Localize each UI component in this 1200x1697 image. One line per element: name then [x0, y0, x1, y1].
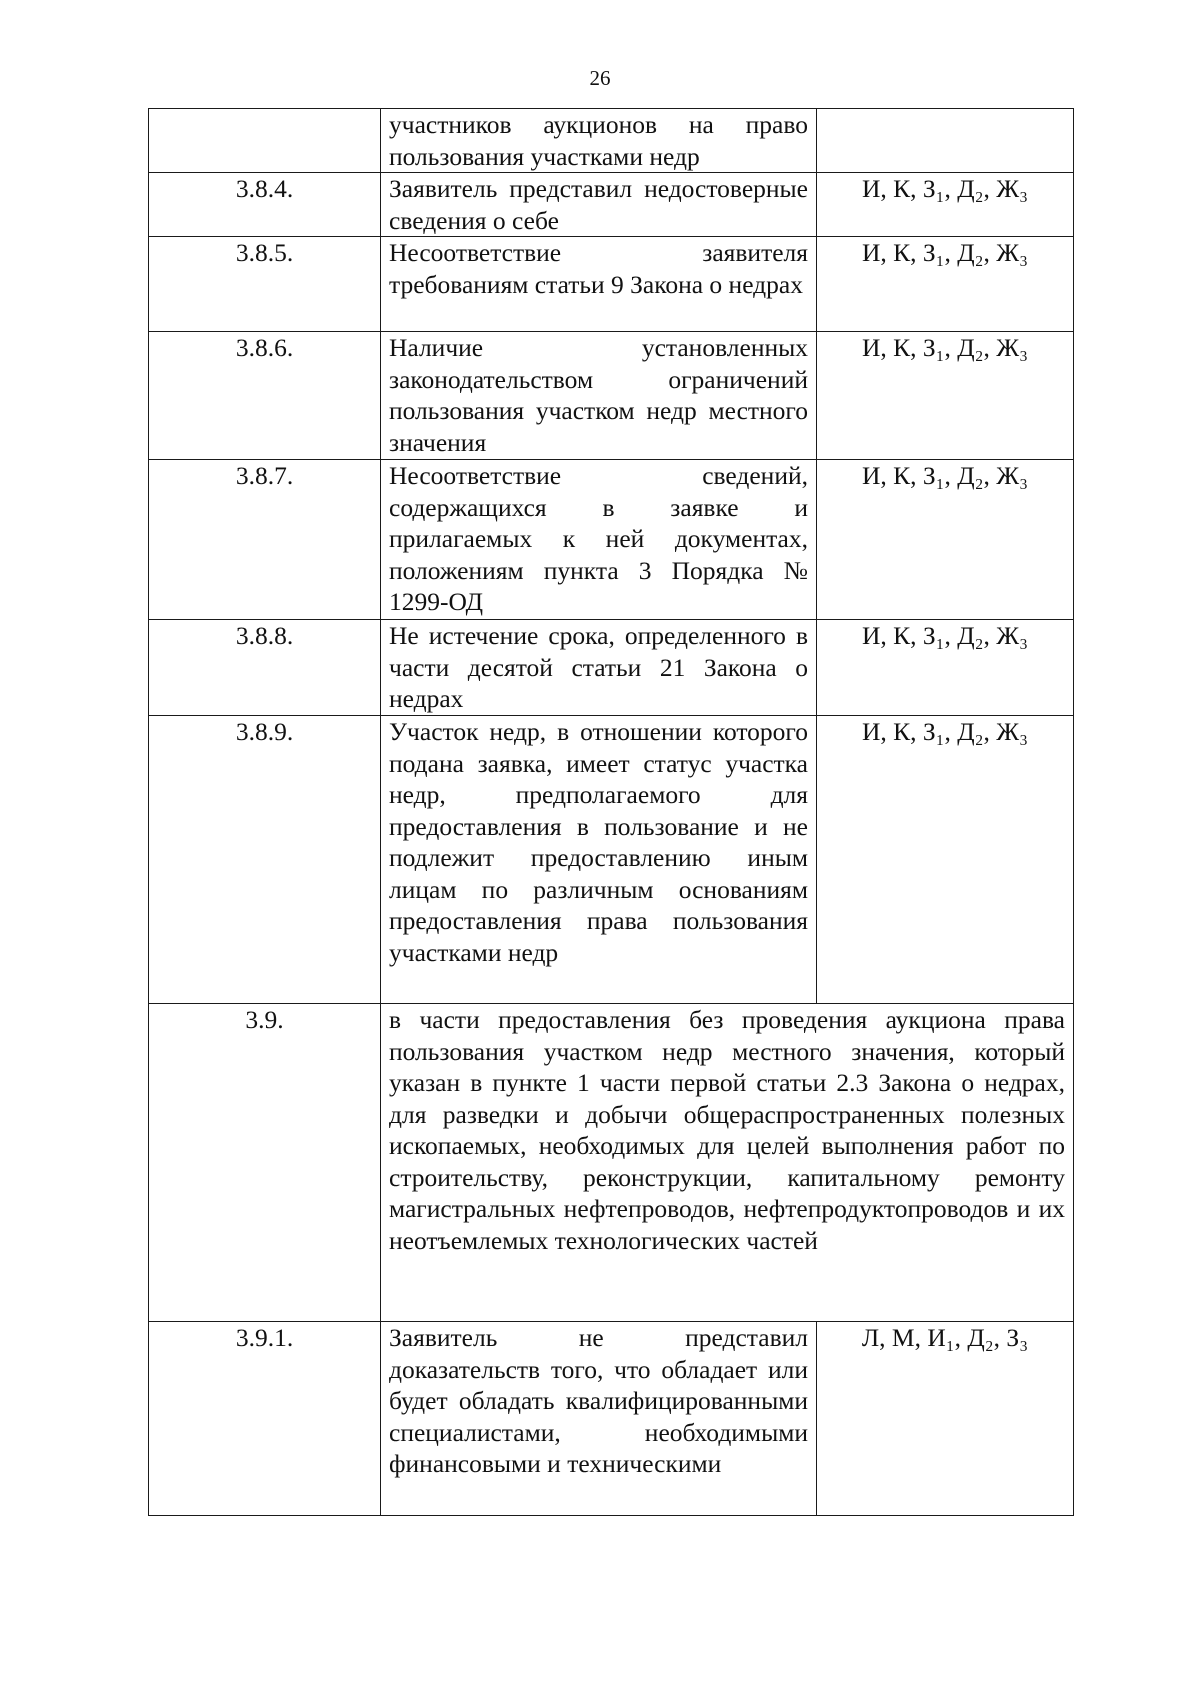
row-number: 3.8.7. [149, 460, 381, 620]
table-row [149, 332, 1074, 460]
section-text: в части предоставления без проведения аукциона права пользования участком недр местного значения, который указан в пункте 1 части первой статьи 2.3 Закона о недрах, для разведки и добычи общераспространенных полезных ископаемых, необходимых для целей выполнения работ по строительству, реконструкции, капитальному ремонту магистральных нефтепроводов, нефтепродуктопроводов и их неотъемлемых технологических частей [381, 1004, 1074, 1322]
row-number: 3.8.8. [149, 620, 381, 716]
row-text: Участок недр, в отношении которого подана заявка, имеет статус участка недр, предполагаемого для предоставления в пользование и не подлежит предоставлению иным лицам по различным основаниям предоставления права пользования участками недр [381, 716, 817, 1004]
row-text: Заявитель представил недостоверные сведения о себе [381, 173, 817, 237]
row-number: 3.8.5. [149, 237, 381, 332]
row-number: 3.8.4. [149, 173, 381, 237]
row-text: Несоответствие сведений, содержащихся в заявке и прилагаемых к ней документах, положениям пункта 3 Порядка № 1299-ОД [381, 460, 817, 620]
row-text: Несоответствие заявителя требованиям статьи 9 Закона о недрах [381, 237, 817, 332]
row-number [149, 109, 381, 173]
page-number: 26 [589, 66, 611, 90]
row-codes: И, К, З₁, Д₂, Ж₃ [817, 173, 1074, 237]
table-row [149, 1322, 1074, 1516]
section-number: 3.9. [149, 1004, 381, 1322]
table-row [149, 109, 1074, 173]
table-row [149, 620, 1074, 716]
table-row [149, 460, 1074, 620]
table-row [149, 716, 1074, 1004]
row-codes: И, К, З₁, Д₂, Ж₃ [817, 620, 1074, 716]
row-number: 3.8.6. [149, 332, 381, 460]
table-row [149, 173, 1074, 237]
row-text: Наличие установленных законодательством ограничений пользования участком недр местного значения [381, 332, 817, 460]
row-codes: И, К, З₁, Д₂, Ж₃ [817, 332, 1074, 460]
section-row [149, 1004, 1074, 1322]
row-text: Не истечение срока, определенного в части десятой статьи 21 Закона о недрах [381, 620, 817, 716]
row-text: Заявитель не представил доказательств того, что обладает или будет обладать квалифицированными специалистами, необходимыми финансовыми и техническими [381, 1322, 817, 1516]
row-codes: И, К, З₁, Д₂, Ж₃ [817, 460, 1074, 620]
row-codes: И, К, З₁, Д₂, Ж₃ [817, 716, 1074, 1004]
row-number: 3.9.1. [149, 1322, 381, 1516]
table-row [149, 237, 1074, 332]
row-codes: Л, М, И₁, Д₂, З₃ [817, 1322, 1074, 1516]
row-codes [817, 109, 1074, 173]
row-number: 3.8.9. [149, 716, 381, 1004]
row-text: участников аукционов на право пользования участками недр [381, 109, 817, 173]
row-codes: И, К, З₁, Д₂, Ж₃ [817, 237, 1074, 332]
requirements-table [148, 108, 1074, 1516]
